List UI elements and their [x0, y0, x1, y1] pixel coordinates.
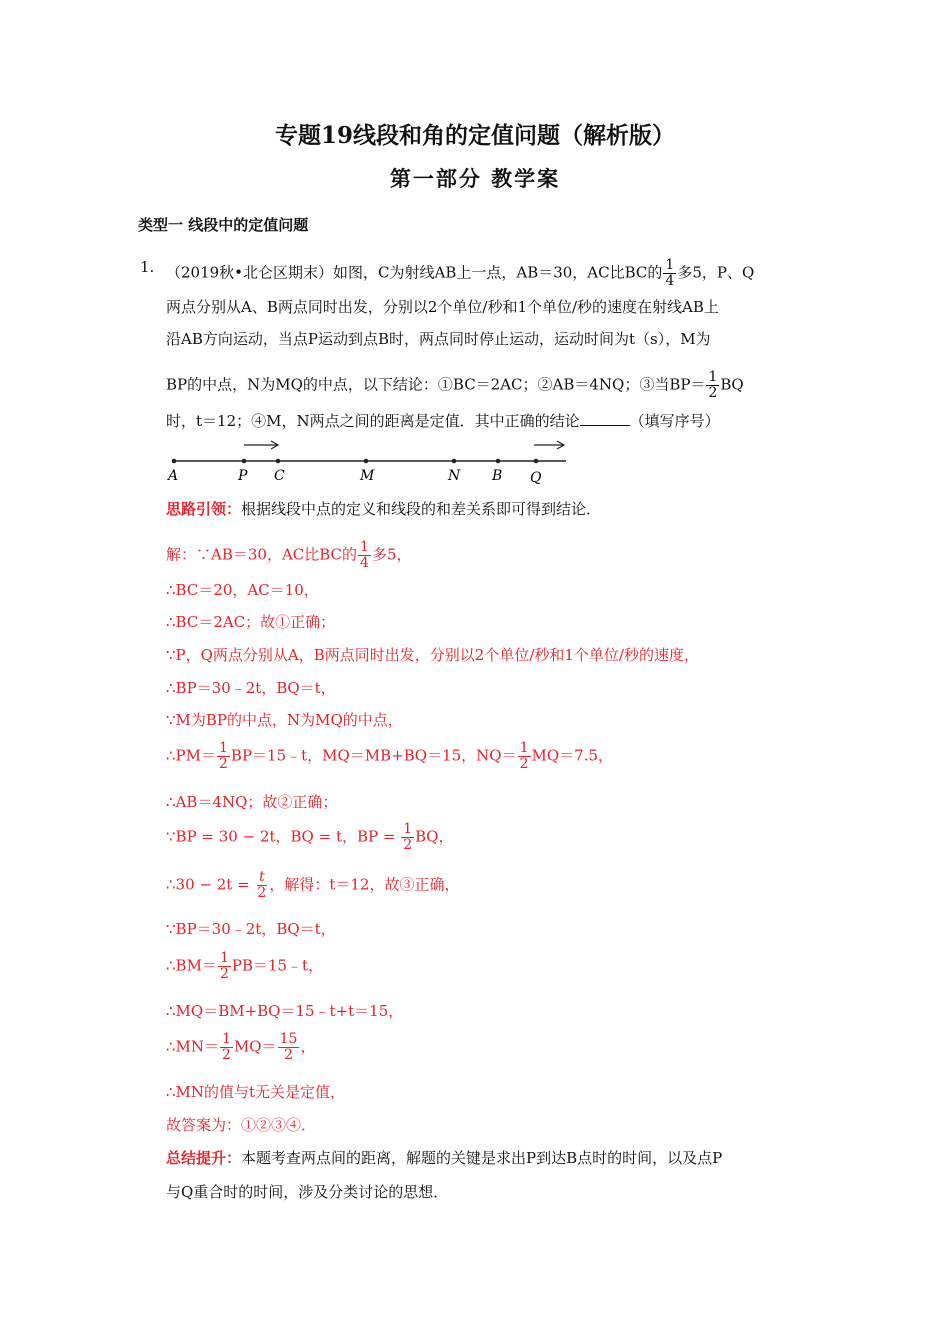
- fraction: $\frac{1}{2}$: [222, 1031, 231, 1063]
- solution-line-2: ∴BC＝20，AC＝10，: [166, 581, 319, 599]
- fraction: $\frac{1}{2}$: [519, 740, 529, 772]
- section-heading: 类型一 线段中的定值问题: [138, 216, 309, 234]
- solution-line-3: ∴BC＝2AC；故①正确；: [166, 613, 336, 631]
- question-number: 1.: [140, 258, 155, 276]
- page-subtitle: 第一部分 教学案: [389, 166, 561, 191]
- solution-line-13: ∴MQ＝BM+BQ＝15﹣t+t＝15，: [166, 1002, 404, 1020]
- point-m: [364, 459, 369, 464]
- summary-label: 总结提升：: [166, 1149, 242, 1167]
- solution-line-10: ∴30 − 2t = $\frac{t}{2}$ ，解得：t＝12，故③正确，: [166, 869, 460, 901]
- solution-line-12: ∴BM＝ $\frac{1}{2}$ PB＝15﹣t，: [166, 950, 324, 982]
- solution-line-8: ∴AB＝4NQ；故②正确；: [166, 793, 338, 811]
- fraction: $\frac{1}{2}$: [708, 369, 718, 401]
- fraction: $\frac{15}{2}$: [279, 1031, 298, 1063]
- solution-line-14: ∴MN＝ $\frac{1}{2}$ MQ＝ $\frac{15}{2}$ ，: [166, 1031, 316, 1063]
- answer-blank: [580, 411, 630, 426]
- label-a: A: [168, 468, 179, 484]
- point-q: [534, 459, 539, 464]
- label-m: M: [360, 468, 375, 484]
- fraction: $\frac{1}{2}$: [219, 740, 228, 772]
- point-a: [172, 459, 177, 464]
- hint: 思路引领：根据线段中点的定义和线段的和差关系即可得到结论．: [166, 500, 602, 518]
- solution-line-5: ∴BP＝30﹣2t，BQ＝t，: [166, 679, 336, 697]
- label-p: P: [238, 468, 248, 484]
- label-b: B: [492, 468, 503, 484]
- summary-line-1: 总结提升：本题考查两点间的距离，解题的关键是求出P到达B点时的时间，以及点P: [166, 1149, 723, 1167]
- point-c: [276, 459, 281, 464]
- label-q: Q: [530, 470, 542, 486]
- page-title: 专题19线段和角的定值问题（解析版）: [274, 122, 675, 149]
- point-p: [242, 459, 247, 464]
- solution-line-4: ∵P，Q两点分别从A，B两点同时出发，分别以2个单位/秒和1个单位/秒的速度，: [166, 646, 699, 664]
- solution-line-7: ∴PM＝ $\frac{1}{2}$ BP＝15﹣t，MQ＝MB+BQ＝15，NQ＝ $\frac{1}{2}$ MQ＝7.5，: [166, 740, 614, 772]
- point-b: [496, 459, 501, 464]
- fraction: $\frac{t}{2}$: [257, 869, 267, 901]
- fraction: $\frac{1}{4}$: [360, 539, 369, 571]
- hint-label: 思路引领：: [166, 500, 242, 518]
- point-n: [452, 459, 457, 464]
- solution-line-11: ∵BP＝30﹣2t，BQ＝t，: [166, 920, 336, 938]
- solution-line-9: ∵BP = 30 − 2t，BQ = t，BP = $\frac{1}{2}$ BQ，: [166, 821, 454, 853]
- fraction: $\frac{1}{4}$: [665, 257, 675, 289]
- summary-line-2: 与Q重合时的时间，涉及分类讨论的思想．: [166, 1183, 449, 1201]
- solution-answer: 故答案为：①②③④．: [166, 1116, 317, 1134]
- label-c: C: [274, 468, 285, 484]
- solution-line-15: ∴MN的值与t无关是定值，: [166, 1083, 346, 1101]
- question-line-3: 沿AB方向运动，当点P运动到点B时，两点同时停止运动，运动时间为t（s），M为: [166, 330, 711, 348]
- fraction: $\frac{1}{2}$: [403, 821, 413, 853]
- question-line-1: （2019秋•北仑区期末）如图，C为射线AB上一点，AB＝30，AC比BC的 $\frac{1}{4}$ 多5，P、Q: [166, 257, 755, 289]
- question-line-2: 两点分别从A、B两点同时出发，分别以2个单位/秒和1个单位/秒的速度在射线AB上: [166, 298, 719, 316]
- solution-line-6: ∵M为BP的中点，N为MQ的中点，: [166, 711, 403, 729]
- question-line-5: 时，t＝12；④M，N两点之间的距离是定值．其中正确的结论 （填写序号）: [166, 412, 720, 430]
- solution-line-1: 解：∵AB＝30，AC比BC的 $\frac{1}{4}$ 多5，: [166, 539, 412, 571]
- question-line-4: BP的中点，N为MQ的中点，以下结论：①BC＝2AC；②AB＝4NQ；③当BP＝ $\frac{1}{2}$ BQ: [166, 369, 744, 401]
- ray-diagram: [160, 434, 580, 486]
- fraction: $\frac{1}{2}$: [219, 950, 229, 982]
- label-n: N: [448, 468, 461, 484]
